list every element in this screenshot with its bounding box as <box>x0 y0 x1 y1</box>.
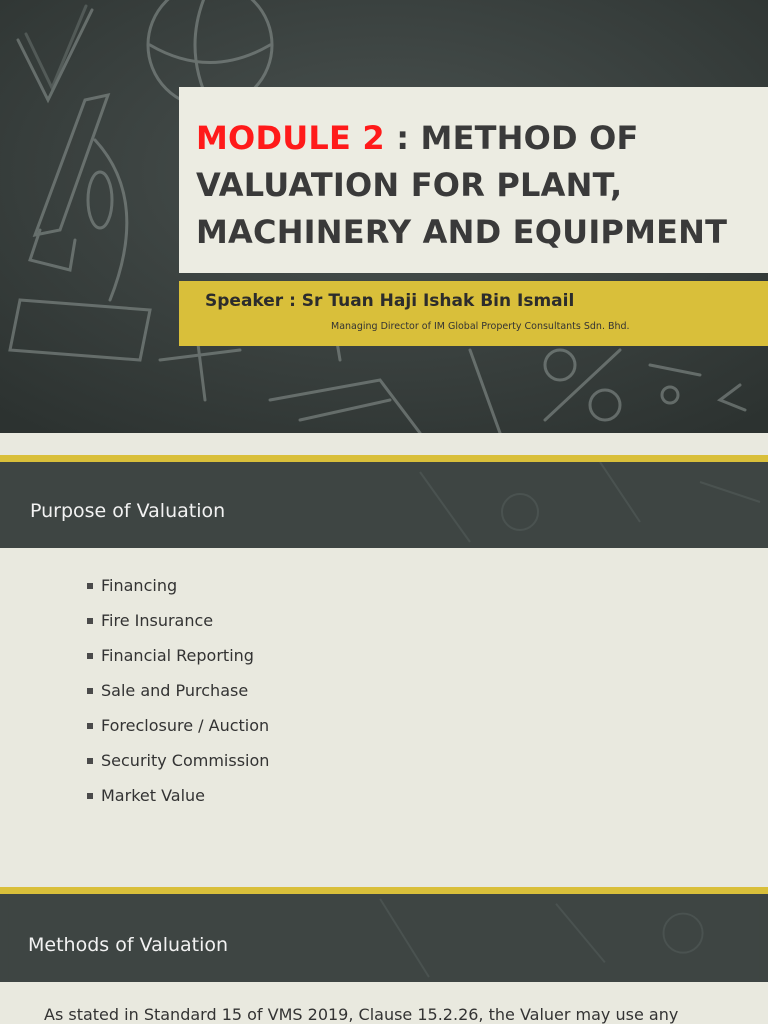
list-item: Fire Insurance <box>87 610 269 645</box>
title-line-3: MACHINERY AND EQUIPMENT <box>196 213 728 251</box>
list-item: Security Commission <box>87 750 269 785</box>
title-line-2: VALUATION FOR PLANT, <box>196 166 623 204</box>
title-slide <box>0 0 768 433</box>
body-text: As stated in Standard 15 of VMS 2019, Clause 15.2.26, the Valuer may use any <box>44 1005 679 1024</box>
list-item: Market Value <box>87 785 269 820</box>
speaker-band <box>179 281 768 346</box>
speaker-name: Speaker : Sr Tuan Haji Ishak Bin Ismail <box>205 291 575 311</box>
list-item: Sale and Purchase <box>87 680 269 715</box>
gold-divider <box>0 455 768 462</box>
speaker-role: Managing Director of IM Global Property Consultants Sdn. Bhd. <box>331 321 630 332</box>
title-line-1-rest: : METHOD OF <box>384 119 639 157</box>
square-bullet-icon <box>87 723 93 729</box>
list-item: Foreclosure / Auction <box>87 715 269 750</box>
list-item: Financing <box>87 575 269 610</box>
square-bullet-icon <box>87 758 93 764</box>
header-band <box>0 462 768 548</box>
square-bullet-icon <box>87 793 93 799</box>
list-item: Financial Reporting <box>87 645 269 680</box>
module-label: MODULE 2 <box>196 119 385 157</box>
header-band <box>0 894 768 982</box>
purpose-slide <box>0 455 768 887</box>
square-bullet-icon <box>87 653 93 659</box>
square-bullet-icon <box>87 688 93 694</box>
square-bullet-icon <box>87 618 93 624</box>
gold-divider <box>0 887 768 894</box>
slide-title <box>196 115 748 256</box>
section-title: Purpose of Valuation <box>30 500 226 522</box>
section-title: Methods of Valuation <box>28 934 229 956</box>
methods-slide <box>0 887 768 1024</box>
square-bullet-icon <box>87 583 93 589</box>
purpose-list <box>87 575 269 820</box>
title-box <box>179 87 768 273</box>
